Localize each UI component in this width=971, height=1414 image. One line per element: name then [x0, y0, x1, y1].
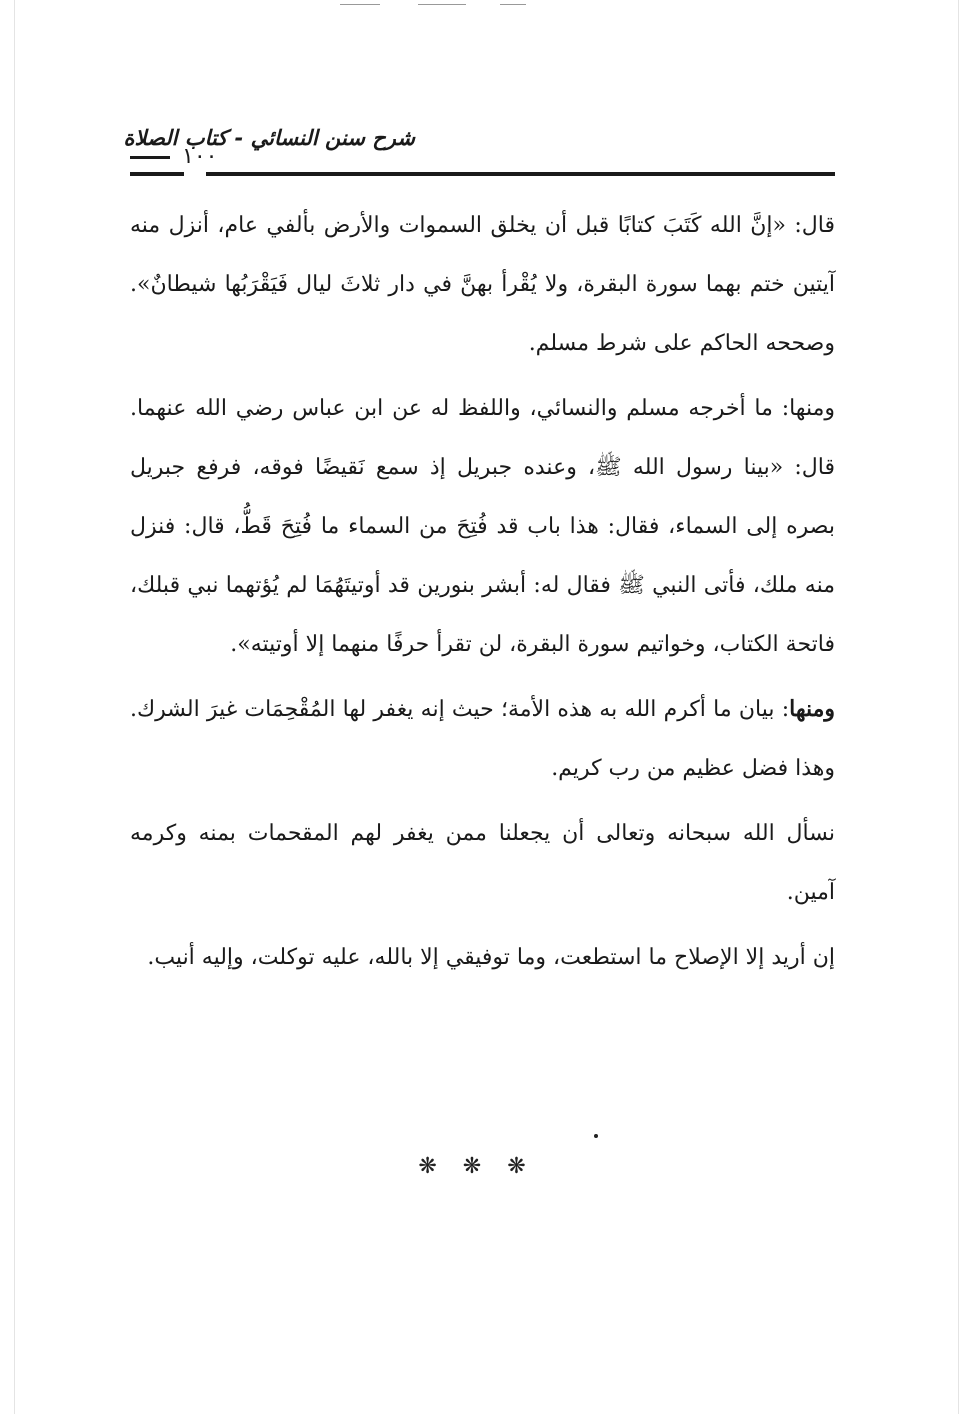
scan-top-marks: [330, 4, 530, 8]
paragraph-text: إن أريد إلا الإصلاح ما استطعت، وما توفيقي إلا بالله، عليه توكلت، وإليه أنيب.: [147, 945, 835, 970]
paragraph: [130, 196, 835, 373]
paragraph-text: نسأل الله سبحانه وتعالى أن يجعلنا ممن يغفر لهم المقحمات بمنه وكرمه آمين.: [130, 821, 835, 905]
paragraph-text: : بيان ما أكرم الله به هذه الأمة؛ حيث إنه يغفر لها المُقْحِمَات غيرَ الشرك. وهذا فضل عظيم من رب كريم.: [130, 697, 835, 781]
scan-edge-right: [958, 0, 959, 1414]
paragraph: [130, 804, 835, 922]
paragraph: [130, 379, 835, 674]
paragraph-lead: ومنها: [789, 696, 835, 722]
section-ornament: ❋❋❋: [418, 1154, 552, 1179]
page-number-text: ١٠٠: [182, 144, 218, 169]
paragraph-text: ومنها: ما أخرجه مسلم والنسائي، واللفظ له عن ابن عباس رضي الله عنهما. قال: «بينا رسول الله ﷺ، وعنده جبريل إذ سمع نَقيضًا فوقه، فرفع جبريل بصره إلى السماء، فقال: هذا باب قد فُتِحَ من السماء ما فُتِحَ قَطُّ، قال: فنزل منه ملك، فأتى النبي ﷺ فقال له: أبشر بنورين قد أوتيتَهُمَا لم يُؤتهما نبي قبلك، فاتحة الكتاب، وخواتيم سورة البقرة، لن تقرأ حرفًا منهما إلا أوتيته».: [130, 396, 835, 657]
header-rule: [130, 172, 835, 176]
stray-dot: [594, 1134, 598, 1138]
paragraph: [130, 680, 835, 798]
scan-edge-left: [14, 0, 15, 1414]
running-title: شرح سنن النسائي - كتاب الصلاة: [123, 126, 415, 150]
paragraph-text: قال: «إنَّ الله كَتَبَ كتابًا قبل أن يخلق السموات والأرض بألفي عام، أنزل منه آيتين ختم بهما سورة البقرة، ولا يُقْرأ بهنَّ في دار ثلاثَ ليال فَيَقْرَبُها شيطانٌ». وصححه الحاكم على شرط مسلم.: [130, 213, 835, 356]
page-body: [130, 196, 835, 993]
header-rule-gap: [184, 170, 206, 178]
paragraph: [130, 928, 835, 987]
page-header: [123, 126, 835, 184]
header-dash: [130, 156, 170, 159]
page-number: [130, 144, 217, 169]
